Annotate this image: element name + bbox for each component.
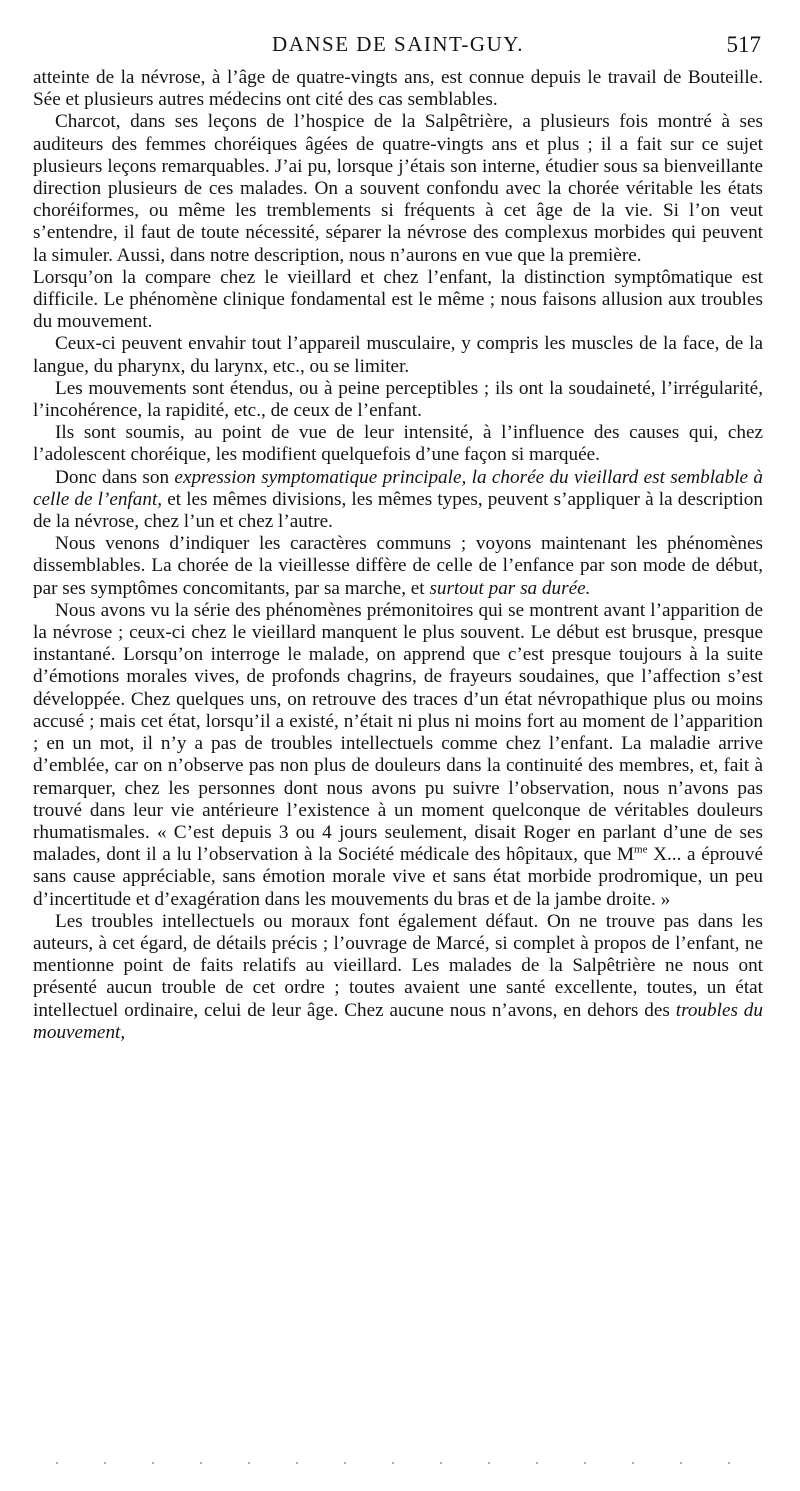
italic-text: troubles du mouvement,: [33, 999, 763, 1043]
paragraph-text: Nous venons d’indiquer les caractères communs ; voyons maintenant les phénomènes dissemblables. La chorée de la vieillesse diffère de celle de l’enfance par son mode de début, par ses symptômes concomitants, par sa marche, et: [33, 533, 763, 599]
paragraph-text: Nous avons vu la série des phénomènes prémonitoires qui se montrent avant l’apparition de la névrose ; ceux-ci chez le vieillard manquent le plus souvent. Le début est brusque, presque instantané. Lorsqu’on interroge le malade, on apprend que c’est presque toujours à la suite d’émotions morales vives, de profonds chagrins, de frayeurs soudaines, que l’affection s’est développée. Chez quelques uns, on retrouve des traces d’un état névropathique plus ou moins accusé ; mais cet état, lorsqu’il a existé, n’était ni plus ni moins fort au moment de l’apparition ; en un mot, il n’y a pas de troubles intellectuels comme chez l’enfant. La maladie arrive d’emblée, car on n’observe pas non plus de douleurs dans la continuité des membres, et, fait à remarquer, chez les personnes dont nous avons pu suivre l’observation, nous n’avons pas trouvé dans leur vie antérieure l’existence à un moment quelconque de véritables douleurs rhumatismales. « C’est depuis 3 ou 4 jours seulement, disait Roger en parlant d’une de ses malades, dont il a lu l’observation à la Société médicale des hôpitaux, que M: [33, 599, 763, 866]
paragraph-text: Les mouvements sont étendus, ou à peine perceptibles ; ils ont la soudaineté, l’irrégularité, l’incohérence, la rapidité, etc., de ceux de l’enfant.: [33, 377, 763, 422]
paragraph: [33, 111, 763, 266]
italic-text: surtout par sa durée.: [429, 577, 591, 599]
paragraph-text: Donc dans son: [55, 466, 175, 488]
paragraph-text: Ceux-ci peuvent envahir tout l’appareil musculaire, y compris les muscles de la face, de la langue, du pharynx, du larynx, etc., ou se limiter.: [33, 333, 763, 377]
paragraph-text: Charcot, dans ses leçons de l’hospice de la Salpêtrière, a plusieurs fois montré à ses auditeurs des femmes choréiques âgées de quatre-vingts ans et plus ; il a fait sur ce sujet plusieurs leçons remarquables. J’ai pu, lorsque j’étais son interne, étudier sous sa bienveillante direction plusieurs de ces malades. On a souvent confondu avec la chorée véritable les états choréiformes, ou même les tremblements si fréquents à cet âge de la vie. Si l’on veut s’entendre, il faut de toute nécessité, séparer la névrose des complexus morbides qui peuvent la simuler. Aussi, dans notre description, nous n’aurons en vue que la première.: [33, 111, 763, 266]
paragraph: [33, 67, 763, 111]
paragraph: [33, 911, 763, 1044]
paragraph: [33, 378, 763, 422]
page-header: [33, 30, 763, 66]
paragraph: [33, 600, 763, 911]
running-title: DANSE DE SAINT-GUY.: [272, 32, 524, 56]
paragraph: [33, 422, 763, 466]
body-text: [33, 67, 763, 1044]
paragraph-text: Lorsqu’on la compare chez le vieillard et chez l’enfant, la distinction symptômatique est difficile. Le phénomène clinique fondamental est le même ; nous faisons allusion aux troubles du mouvement.: [33, 266, 763, 333]
paragraph-text: atteinte de la névrose, à l’âge de quatre-vingts ans, est connue depuis le travail de Bouteille. Sée et plusieurs autres médecins ont cité des cas semblables.: [33, 67, 763, 111]
paragraph-text: et les mêmes divisions, les mêmes types, peuvent s’appliquer à la description de la névrose, chez l’un et chez l’autre.: [33, 488, 763, 533]
paragraph: [33, 333, 763, 377]
paragraph-text: X... a éprouvé sans cause appréciable, sans émotion morale vive et sans état morbide prodromique, un peu d’incertitude et d’exagération dans les mouvements du bras et de la jambe droite. »: [33, 844, 763, 910]
paragraph: [33, 267, 763, 334]
paragraph: [33, 533, 763, 600]
page-number: 517: [726, 32, 761, 57]
book-page: [33, 30, 763, 1044]
paragraph: [33, 467, 763, 534]
paragraph-text: Ils sont soumis, au point de vue de leur intensité, à l’influence des causes qui, chez l’adolescent choréique, les modifient quelquefois d’une façon si marquée.: [33, 422, 763, 466]
italic-text: expression symptomatique principale, la chorée du vieillard est semblable à celle de l’enfant,: [33, 466, 764, 510]
paragraph-text: Les troubles intellectuels ou moraux font également défaut. On ne trouve pas dans les auteurs, à cet égard, de détails précis ; l’ouvrage de Marcé, si complet à propos de l’enfant, ne mentionne point de faits relatifs au vieillard. Les malades de la Salpêtrière ne nous ont présenté aucun trouble de cet ordre ; toutes avaient une santé excellente, toutes, un état intellectuel ordinaire, celui de leur âge. Chez aucune nous n’avons, en dehors des: [33, 910, 763, 1021]
bottom-print-artifact: [33, 1462, 763, 1464]
superscript-text: me: [634, 843, 648, 856]
